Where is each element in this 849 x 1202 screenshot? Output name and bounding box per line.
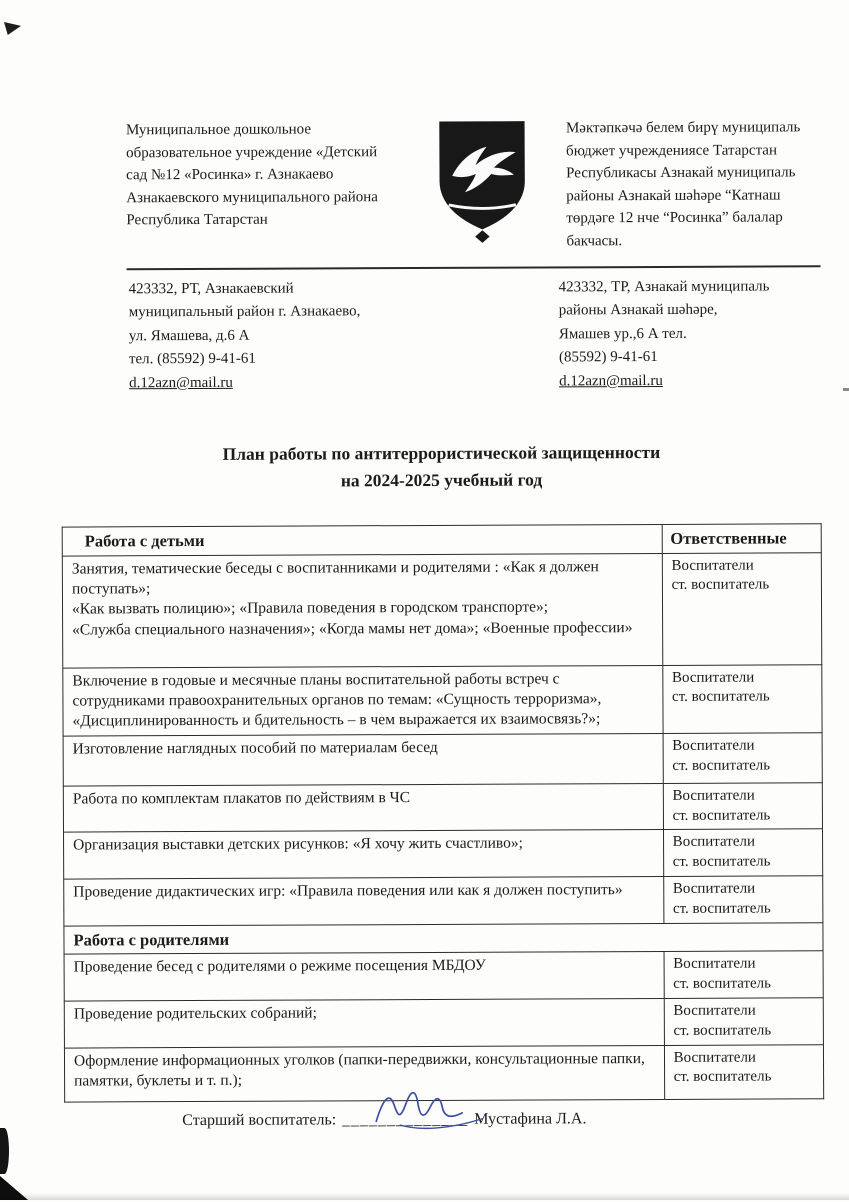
table-row	[64, 998, 823, 1048]
responsible-cell: Воспитатели ст. воспитатель	[664, 998, 824, 1045]
coat-of-arms-icon	[432, 118, 533, 250]
table-header-responsible: Ответственные	[662, 524, 822, 553]
table-section-row	[64, 922, 823, 954]
responsible-cell: Воспитатели ст. воспитатель	[663, 829, 823, 876]
address-tatar: 423332, ТР, Азнакай муниципаль районы Азнакай шәһәре, Ямашев ур.,6 А тел. (85592) 9-41-61	[558, 278, 770, 366]
signature-label: Старший воспитатель:	[182, 1110, 337, 1129]
activity-cell: Проведение родительских собраний;	[64, 998, 664, 1047]
org-name-tatar: Мәктәпкәчә белем бирү муниципаль бюджет учреждениясе Татарстан Республикасы Азнакай муниципаль районы Азнакай шәһәре “Катнаш төрдәге 12 нче “Росинка” балалар бакчасы.	[565, 119, 801, 249]
activity-cell: Работа по комплектам плакатов по действиям в ЧС	[63, 783, 663, 832]
signature-name: Мустафина Л.А.	[474, 1109, 587, 1128]
responsible-cell: Воспитатели ст. воспитатель	[664, 951, 824, 998]
email-link-right[interactable]: d.12azn@mail.ru	[559, 372, 663, 390]
responsible-cell: Воспитатели ст. воспитатель	[662, 664, 822, 733]
responsible-cell: Воспитатели ст. воспитатель	[663, 783, 823, 830]
document-title	[61, 439, 821, 495]
title-line-2: на 2024-2025 учебный год	[340, 468, 543, 490]
table-section-parents: Работа с родителями	[64, 922, 823, 954]
table-row	[64, 829, 823, 879]
activity-cell: Занятия, тематические беседы с воспитанниками и родителями : «Как я должен поступать»; «Как вызвать полицию»; «Правила поведения в городском транспорте»; «Служба специального назначения»; «Когда мамы нет дома»; «Военные профессии»	[62, 553, 662, 668]
responsible-cell: Воспитатели ст. воспитатель	[663, 733, 823, 784]
activity-cell: Проведение бесед с родителями о режиме посещения МБДОУ	[64, 952, 664, 1001]
table-row	[63, 664, 822, 736]
table-row	[63, 783, 822, 833]
email-link-left[interactable]: d.12azn@mail.ru	[129, 374, 233, 392]
contact-block	[129, 267, 822, 395]
table-header-children: Работа с детьми	[62, 524, 662, 555]
activity-cell: Организация выставки детских рисунков: «Я хочу жить счастливо»;	[64, 830, 664, 879]
responsible-cell: Воспитатели ст. воспитатель	[663, 876, 823, 923]
org-name-russian: Муниципальное дошкольное образовательное учреждение «Детский сад №12 «Росинка» г. Азнакаево Азнакаевского муниципального района Республика Татарстан	[125, 121, 378, 229]
responsible-cell: Воспитатели ст. воспитатель	[662, 552, 822, 665]
address-russian: 423332, РТ, Азнакаевский муниципальный район г. Азнакаево, ул. Ямашева, д.6 А тел. (85592) 9-41-61	[128, 280, 361, 368]
activity-cell: Оформление информационных уголков (папки-передвижки, консультационные папки, памятки, буклеты и т. п.);	[64, 1045, 664, 1102]
title-line-1: План работы по антитеррористической защищенности	[222, 442, 661, 465]
work-plan-table	[62, 523, 825, 1102]
responsible-cell: Воспитатели ст. воспитатель	[664, 1044, 824, 1099]
activity-cell: Включение в годовые и месячные планы воспитательной работы встреч с сотрудниками правоохранительных органов по темам: «Сущность терроризма», «Дисциплинированность и бдительность – в чем выражается их взаимосвязь?»;	[63, 665, 663, 736]
table-row	[64, 951, 823, 1001]
activity-cell: Проведение дидактических игр: «Правила поведения или как я должен поступить»	[64, 877, 664, 926]
activity-cell: Изготовление наглядных пособий по материалам бесед	[63, 733, 663, 786]
table-row	[64, 876, 823, 926]
letterhead	[60, 116, 821, 254]
table-row	[62, 552, 821, 667]
table-row	[63, 733, 822, 786]
table-row	[64, 1044, 823, 1101]
signature-block	[182, 1109, 824, 1130]
table-header-row	[62, 524, 821, 556]
signature-line: ______________	[342, 1110, 469, 1128]
